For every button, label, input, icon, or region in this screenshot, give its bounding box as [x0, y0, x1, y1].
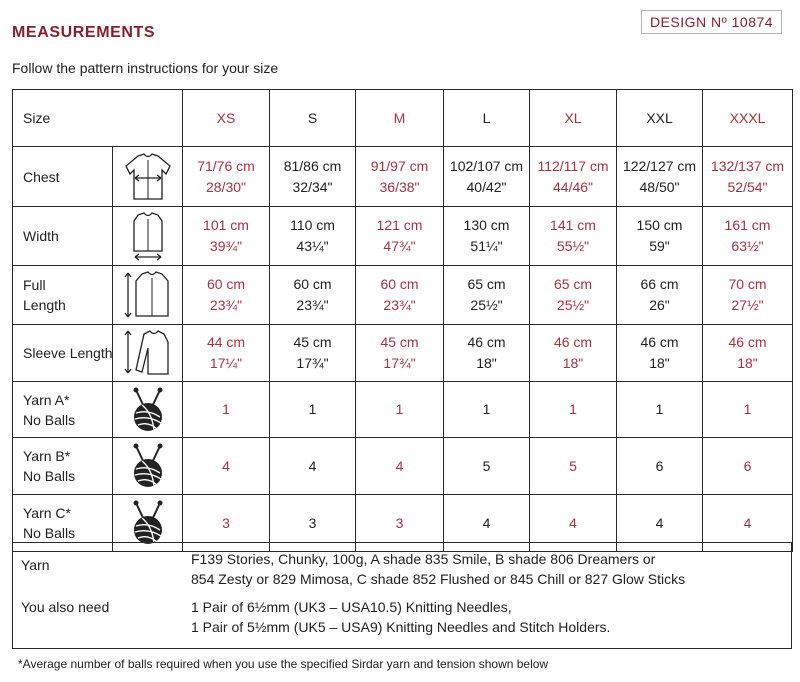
yarn-b-value: 4: [270, 438, 356, 495]
full-length-value: 70 cm 27½": [703, 266, 793, 325]
size-header: XXL: [617, 90, 703, 147]
sleeve-length-value: 46 cm 18": [617, 325, 703, 382]
yarn-a-row: [13, 382, 793, 438]
full-length-value: 65 cm 25½": [444, 266, 530, 325]
size-header: M: [356, 90, 444, 147]
chest-value: 81/86 cm 32/34": [270, 147, 356, 207]
size-header: XXXL: [703, 90, 793, 147]
width-value: 141 cm 55½": [530, 207, 617, 266]
yarn-c-value: 4: [617, 495, 703, 552]
full-length-value: 66 cm 26": [617, 266, 703, 325]
yarn-c-value: 4: [703, 495, 793, 552]
yarn-a-value: 1: [703, 382, 793, 438]
yarn-description: F139 Stories, Chunky, 100g, A shade 835 Smile, B shade 806 Dreamers or 854 Zesty or 829 Mimosa, C shade 852 Flushed or 845 Chill or 827 Glow Sticks: [191, 551, 686, 587]
full-length-value: 60 cm 23¾": [356, 266, 444, 325]
width-row: [13, 207, 793, 266]
chest-value: 122/127 cm 48/50": [617, 147, 703, 207]
sleeve-length-value: 46 cm 18": [444, 325, 530, 382]
yarn-a-label: Yarn A* No Balls: [13, 382, 113, 438]
yarn-c-value: 3: [356, 495, 444, 552]
size-header: S: [270, 90, 356, 147]
design-number: DESIGN Nº 10874: [641, 10, 782, 34]
full-length-row: [13, 266, 793, 325]
width-value: 130 cm 51¼": [444, 207, 530, 266]
yarn-b-value: 6: [703, 438, 793, 495]
sleeve-length-value: 44 cm 17¼": [183, 325, 270, 382]
chest-value: 102/107 cm 40/42": [444, 147, 530, 207]
page-title: MEASUREMENTS: [12, 24, 156, 41]
materials-box: [12, 542, 792, 649]
yarn-b-value: 5: [444, 438, 530, 495]
garment-width-icon: [113, 207, 183, 266]
yarn-a-value: 1: [183, 382, 270, 438]
yarn-ball-needles-icon: [113, 382, 183, 438]
sleeve-length-row: [13, 325, 793, 382]
also-need-description: 1 Pair of 6½mm (UK3 – USA10.5) Knitting Needles, 1 Pair of 5½mm (UK5 – USA9) Knitting Needles and Stitch Holders.: [191, 599, 611, 635]
sleeve-length-value: 46 cm 18": [703, 325, 793, 382]
garment-chest-icon: [113, 147, 183, 207]
width-value: 121 cm 47¾": [356, 207, 444, 266]
size-header: XL: [530, 90, 617, 147]
yarn-b-row: [13, 438, 793, 495]
yarn-ball-needles-icon: [113, 438, 183, 495]
width-value: 101 cm 39¾": [183, 207, 270, 266]
size-header: L: [444, 90, 530, 147]
full-length-value: 60 cm 23¾": [183, 266, 270, 325]
yarn-a-value: 1: [530, 382, 617, 438]
chest-value: 91/97 cm 36/38": [356, 147, 444, 207]
yarn-a-value: 1: [617, 382, 703, 438]
yarn-a-value: 1: [270, 382, 356, 438]
size-label: Size: [13, 90, 183, 147]
chest-value: 71/76 cm 28/30": [183, 147, 270, 207]
width-label: Width: [13, 207, 113, 266]
full-length-value: 60 cm 23¾": [270, 266, 356, 325]
yarn-b-value: 4: [183, 438, 270, 495]
yarn-c-value: 3: [183, 495, 270, 552]
size-header: XS: [183, 90, 270, 147]
full-length-value: 65 cm 25½": [530, 266, 617, 325]
chest-value: 112/117 cm 44/46": [530, 147, 617, 207]
sleeve-length-value: 46 cm 18": [530, 325, 617, 382]
yarn-b-value: 6: [617, 438, 703, 495]
sleeve-length-value: 45 cm 17¾": [356, 325, 444, 382]
chest-row: [13, 147, 793, 207]
yarn-c-value: 3: [270, 495, 356, 552]
footnote: *Average number of balls required when you use the specified Sirdar yarn and tension shown below: [18, 657, 549, 671]
garment-length-icon: [113, 266, 183, 325]
sleeve-length-label: Sleeve Length: [13, 325, 113, 382]
size-row: [13, 90, 793, 147]
also-need-label: You also need: [21, 599, 110, 615]
yarn-a-value: 1: [356, 382, 444, 438]
chest-value: 132/137 cm 52/54": [703, 147, 793, 207]
width-value: 110 cm 43¼": [270, 207, 356, 266]
yarn-c-label: Yarn C* No Balls: [13, 495, 113, 552]
sleeve-length-value: 45 cm 17¾": [270, 325, 356, 382]
page-subtitle: Follow the pattern instructions for your size: [12, 60, 279, 76]
yarn-b-label: Yarn B* No Balls: [13, 438, 113, 495]
width-value: 150 cm 59": [617, 207, 703, 266]
yarn-b-value: 4: [356, 438, 444, 495]
measurements-table: [12, 89, 793, 552]
yarn-a-value: 1: [444, 382, 530, 438]
chest-label: Chest: [13, 147, 113, 207]
yarn-c-value: 4: [530, 495, 617, 552]
yarn-c-value: 4: [444, 495, 530, 552]
width-value: 161 cm 63½": [703, 207, 793, 266]
sleeve-length-icon: [113, 325, 183, 382]
yarn-label: Yarn: [21, 557, 50, 573]
full-length-label: Full Length: [13, 266, 113, 325]
yarn-b-value: 5: [530, 438, 617, 495]
